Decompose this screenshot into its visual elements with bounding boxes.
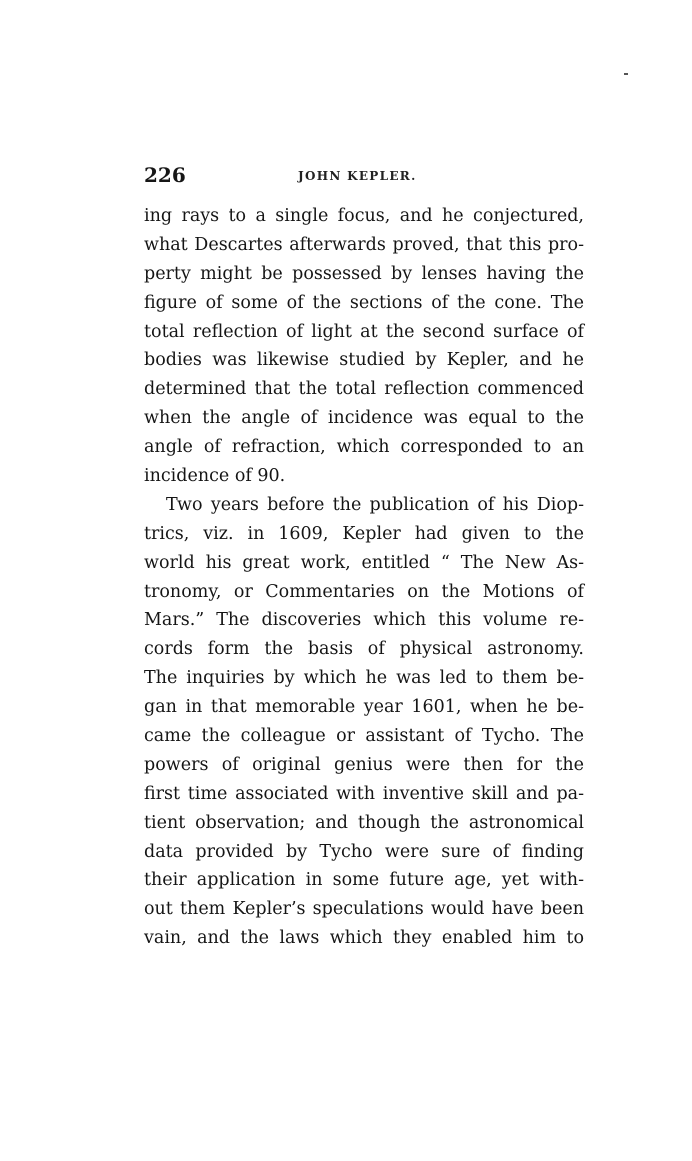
text-line: The inquiries by which he was led to them be-: [144, 668, 584, 689]
text-line: gan in that memorable year 1601, when he be-: [144, 697, 584, 718]
running-title: JOHN KEPLER.: [298, 169, 417, 183]
text-line: out them Kepler’s speculations would have been: [144, 899, 584, 920]
page-number: 226: [144, 163, 186, 187]
text-line: total reflection of light at the second surface of: [144, 321, 584, 342]
text-line: what Descartes afterwards proved, that this pro-: [144, 234, 584, 255]
running-head: [144, 160, 584, 190]
text-line: when the angle of incidence was equal to the: [144, 408, 584, 429]
text-line: Two years before the publication of his Diop-: [166, 494, 584, 515]
text-line: Mars.” The discoveries which this volume re-: [144, 610, 584, 631]
text-line: ing rays to a single focus, and he conjectured,: [144, 206, 584, 226]
text-line: figure of some of the sections of the cone. The: [144, 292, 584, 313]
text-line: perty might be possessed by lenses having the: [144, 263, 584, 284]
paragraph-1: [144, 202, 584, 491]
text-line: first time associated with inventive skill and pa-: [144, 783, 584, 804]
text-line: tronomy, or Commentaries on the Motions of: [144, 581, 584, 602]
text-line: came the colleague or assistant of Tycho. The: [144, 726, 584, 747]
text-line: angle of refraction, which corresponded to an: [144, 437, 584, 458]
paragraph-2: [144, 491, 584, 953]
text-line: incidence of 90.: [144, 466, 286, 487]
text-line: world his great work, entitled “ The New As-: [144, 552, 584, 573]
text-line: their application in some future age, yet with-: [144, 870, 584, 891]
text-line: tient observation; and though the astronomical: [144, 812, 584, 833]
text-line: determined that the total reflection commenced: [144, 379, 584, 400]
body-text: [144, 202, 584, 953]
text-line: vain, and the laws which they enabled him to: [144, 928, 584, 949]
text-line: bodies was likewise studied by Kepler, and he: [144, 350, 584, 371]
text-line: powers of original genius were then for the: [144, 754, 584, 775]
text-line: data provided by Tycho were sure of finding: [144, 841, 584, 862]
print-speck: [624, 73, 628, 75]
text-line: cords form the basis of physical astronomy.: [144, 639, 584, 660]
text-line: trics, viz. in 1609, Kepler had given to the: [144, 523, 584, 544]
